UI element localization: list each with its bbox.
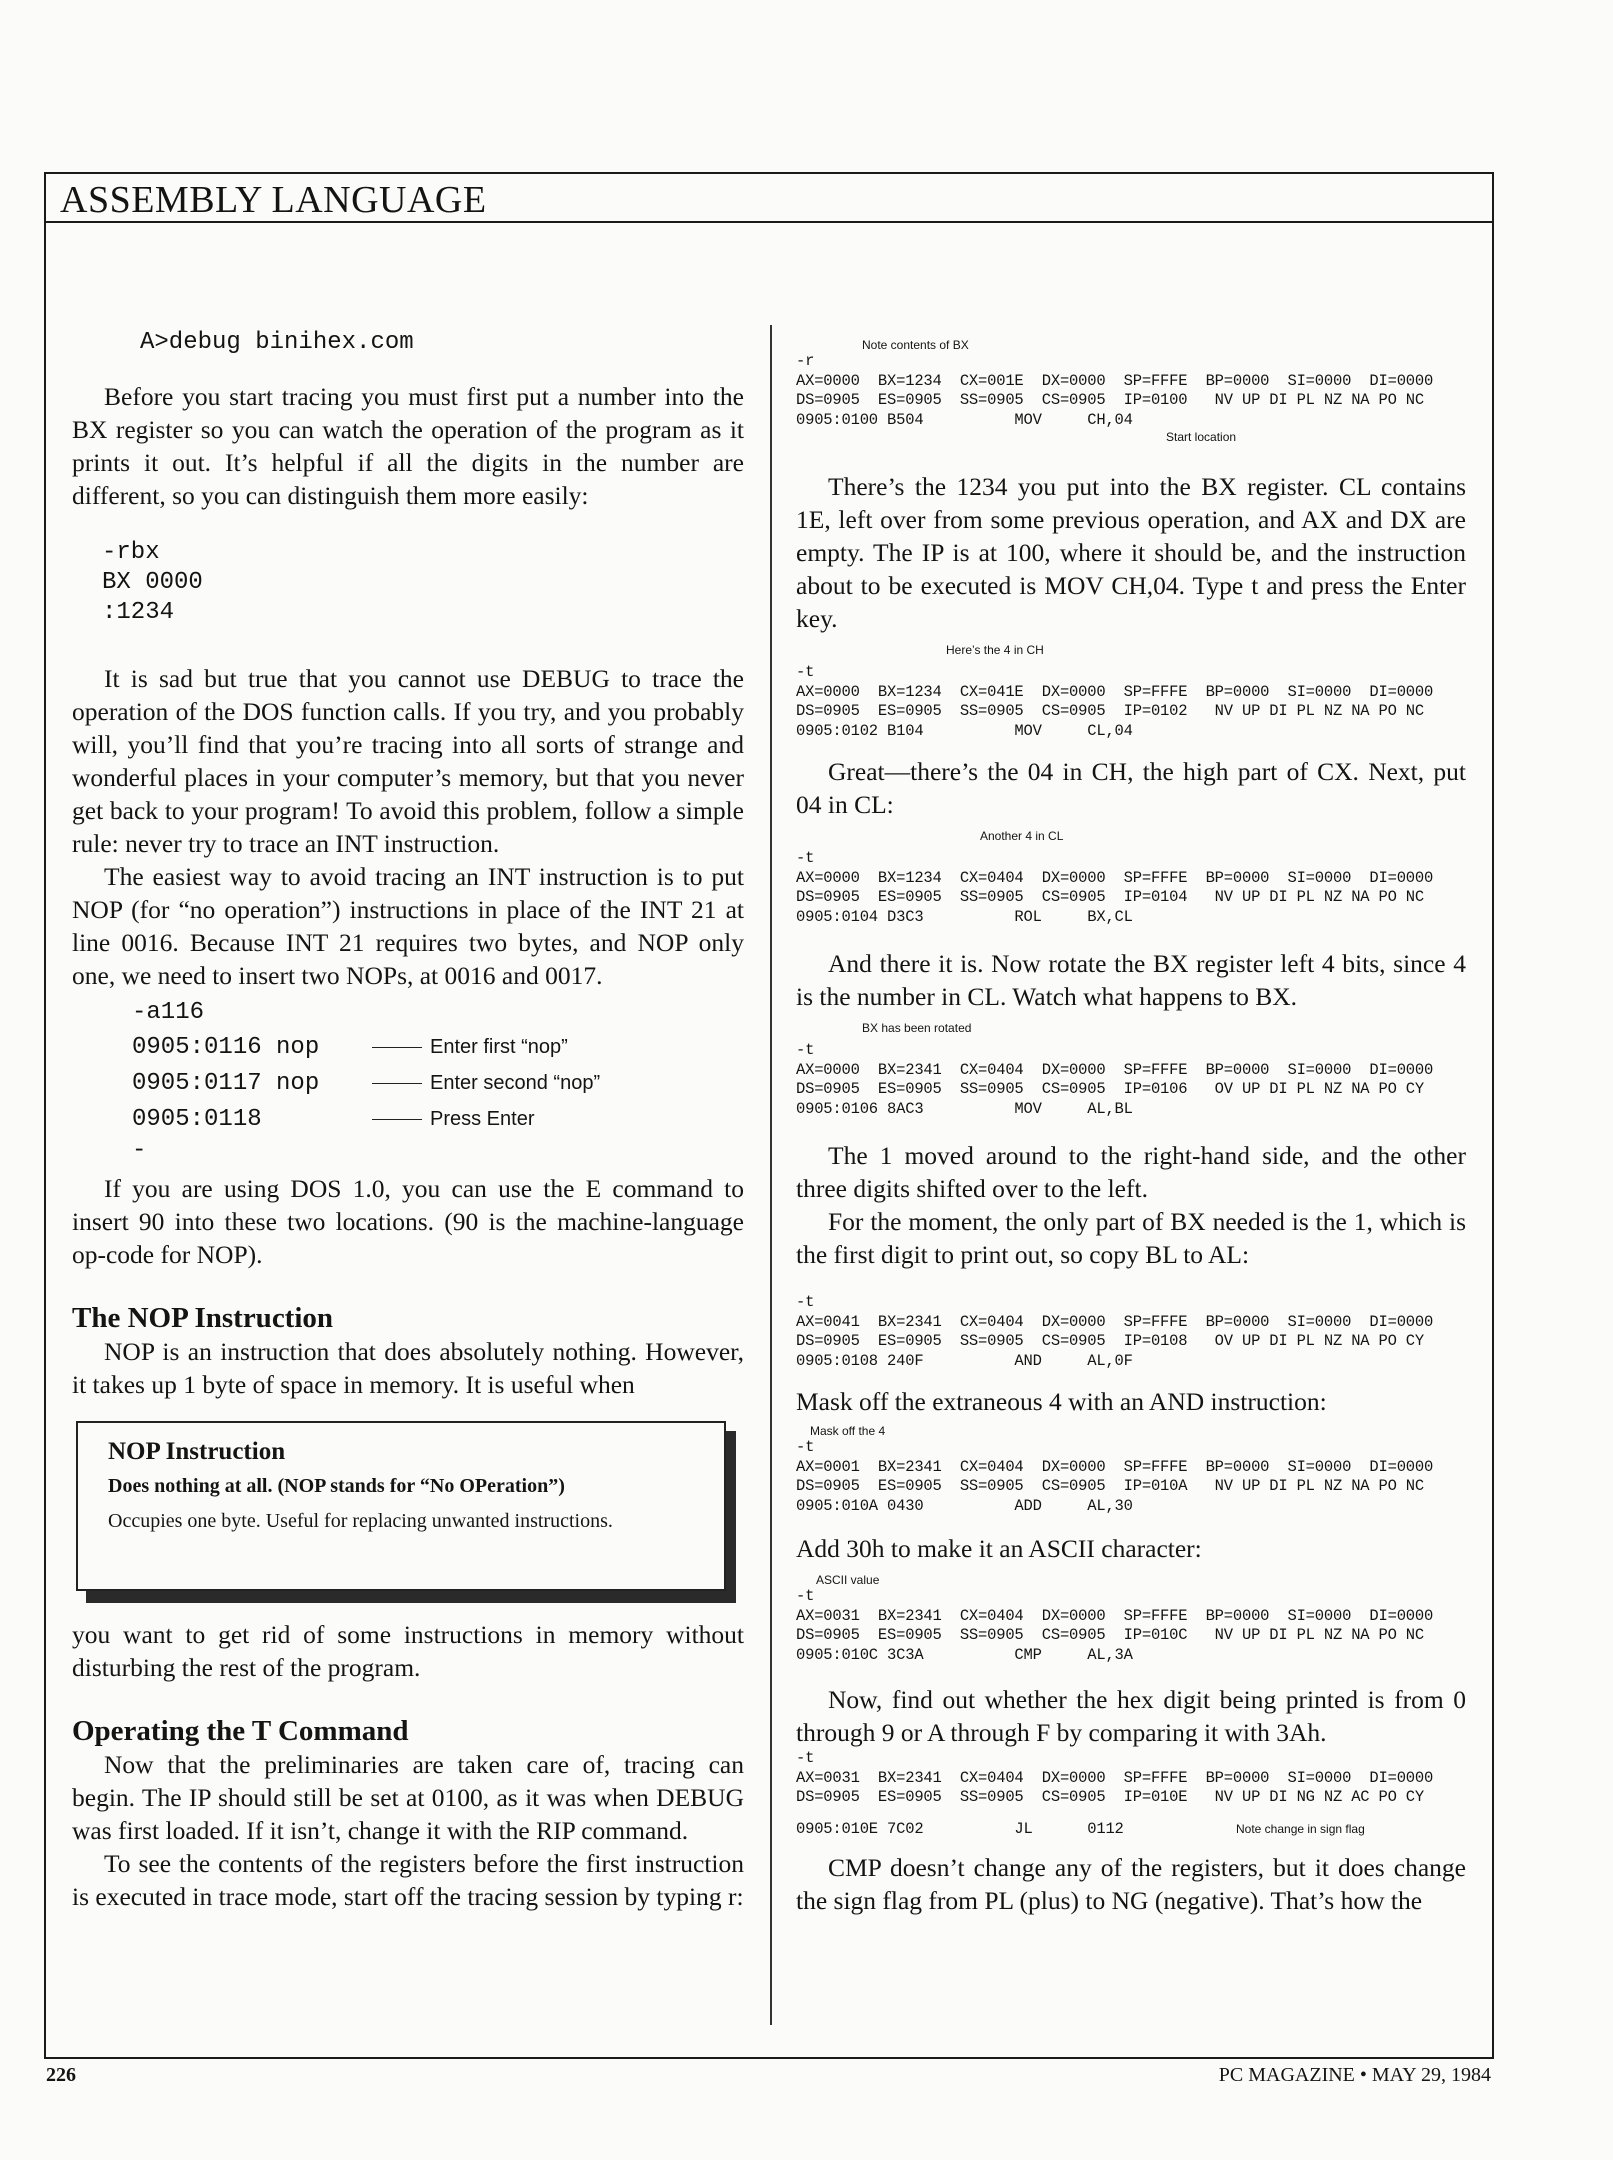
dump-line: DS=0905 ES=0905 SS=0905 CS=0905 IP=0106 OV UP DI PL NZ NA PO CY [796,1080,1425,1098]
annotation: Enter second “nop” [430,1072,601,1094]
dump-line: 0905:010C 3C3A CMP AL,3A [796,1645,1133,1664]
page-number: 226 [46,2064,76,2086]
dump-line: DS=0905 ES=0905 SS=0905 CS=0905 IP=010A NV UP DI PL NZ NA PO NC [796,1477,1425,1495]
section-header [44,172,1494,223]
code-line: -a116 [132,999,205,1026]
paragraph: For the moment, the only part of BX needed is the 1, which is the first digit to print out, so copy BL to AL: [796,1207,1466,1269]
box-title: NOP Instruction [108,1438,286,1465]
dump-line: 0905:0106 8AC3 MOV AL,BL [796,1099,1133,1118]
nop-sidebar-box [72,1421,740,1606]
dump-line: -t [796,1587,815,1605]
code-line: - [132,1137,147,1164]
register-dump [796,1424,1466,1516]
dump-note: Note contents of BX [862,338,969,352]
dump-line: DS=0905 ES=0905 SS=0905 CS=0905 IP=0102 NV UP DI PL NZ NA PO NC [796,702,1425,720]
register-dump [796,1293,1466,1371]
dump-line: AX=0000 BX=1234 CX=001E DX=0000 SP=FFFE BP=0000 SI=0000 DI=0000 [796,371,1434,390]
dump-line: 0905:0100 B504 MOV CH,04 [796,410,1133,429]
dump-line: 0905:010A 0430 ADD AL,30 [796,1496,1133,1515]
dump-line: AX=0031 BX=2341 CX=0404 DX=0000 SP=FFFE BP=0000 SI=0000 DI=0000 [796,1606,1434,1625]
paragraph: If you are using DOS 1.0, you can use the E command to insert 90 into these two locations. (90 is the machine-language op-code for NOP). [72,1174,744,1269]
code-row [132,1028,744,1064]
paragraph: Now, find out whether the hex digit being printed is from 0 through 9 or A through F by comparing it with 3Ah. [796,1685,1466,1747]
paragraph: There’s the 1234 you put into the BX register. CL contains 1E, left over from some previous operation, and AX and DX are empty. The IP is at 100, where it should be, and the instruction about to be executed is MOV CH,04. Type t and press the Enter key. [796,472,1466,633]
dump-line: -t [796,663,815,681]
dump-row [796,1808,1466,1841]
dump-note: BX has been rotated [862,1021,972,1035]
dump-line: AX=0041 BX=2341 CX=0404 DX=0000 SP=FFFE BP=0000 SI=0000 DI=0000 [796,1312,1434,1331]
dump-line: -t [796,1041,815,1059]
dump-line: DS=0905 ES=0905 SS=0905 CS=0905 IP=0100 NV UP DI PL NZ NA PO NC [796,391,1425,409]
dump-line: DS=0905 ES=0905 SS=0905 CS=0905 IP=0104 NV UP DI PL NZ NA PO NC [796,888,1425,906]
box-content [76,1421,726,1591]
dump-line: -t [796,1293,815,1311]
subheading: The NOP Instruction [72,1302,334,1334]
column-divider [770,325,772,2025]
dump-line: 0905:0108 240F AND AL,0F [796,1351,1133,1370]
annotation: Enter first “nop” [430,1036,568,1058]
dump-line: DS=0905 ES=0905 SS=0905 CS=0905 IP=010E NV UP DI NG NZ AC PO CY [796,1788,1425,1806]
annotation: Press Enter [430,1108,535,1130]
dump-note: Here’s the 4 in CH [946,643,1044,657]
code-nop-block [72,998,744,1166]
arrow-left-icon [372,1119,422,1120]
code-row [132,1100,744,1136]
code-line: BX 0000 [102,569,203,596]
paragraph: NOP is an instruction that does absolutely nothing. However, it takes up 1 byte of space in memory. It is useful when [72,1337,744,1399]
arrow-left-icon [372,1047,422,1048]
dump-line: AX=0001 BX=2341 CX=0404 DX=0000 SP=FFFE BP=0000 SI=0000 DI=0000 [796,1457,1434,1476]
paragraph: Before you start tracing you must first put a number into the BX register so you can watch the operation of the program as it prints it out. It’s helpful if all the digits in the number are different, so you can distinguish them more easily: [72,382,744,510]
paragraph: you want to get rid of some instructions in memory without disturbing the rest of the program. [72,1620,744,1682]
right-column [796,338,1466,1917]
code-line: -rbx [102,539,160,566]
dump-line: 0905:0102 B104 MOV CL,04 [796,721,1133,740]
arrow-left-icon [372,1083,422,1084]
dump-note: Note change in sign flag [1236,1821,1365,1836]
register-dump [796,1749,1466,1841]
paragraph: Now that the preliminaries are taken care of, tracing can begin. The IP should still be set at 0100, as it was when DEBUG was first loaded. If it isn’t, change it with the RIP command. [72,1750,744,1845]
dump-line: DS=0905 ES=0905 SS=0905 CS=0905 IP=0108 OV UP DI PL NZ NA PO CY [796,1332,1425,1350]
paragraph: Great—there’s the 04 in CH, the high part of CX. Next, put 04 in CL: [796,757,1466,819]
paragraph: And there it is. Now rotate the BX register left 4 bits, since 4 is the number in CL. Watch what happens to BX. [796,949,1466,1011]
code-line: :1234 [102,599,175,626]
paragraph: To see the contents of the registers before the first instruction is executed in trace mode, start off the tracing session by typing r: [72,1849,744,1911]
register-dump [796,829,1466,927]
dump-line: -r [796,352,815,370]
dump-note: Start location [1166,430,1237,444]
paragraph: Add 30h to make it an ASCII character: [796,1534,1202,1563]
dump-line: 0905:0104 D3C3 ROL BX,CL [796,907,1133,926]
code-row [132,1064,744,1100]
dump-note: Another 4 in CL [980,829,1064,843]
dump-line: -t [796,1749,815,1767]
paragraph: Mask off the extraneous 4 with an AND instruction: [796,1387,1327,1416]
register-dump [796,1021,1466,1119]
paragraph: It is sad but true that you cannot use DEBUG to trace the operation of the DOS function calls. If you try, and you probably will, you’ll find that you’re tracing into all sorts of strange and wonderful places in your computer’s memory, but that you never get back to your program! To avoid this problem, follow a simple rule: never try to trace an INT instruction. [72,664,744,858]
paragraph: The easiest way to avoid tracing an INT instruction is to put NOP (for “no operation”) instructions in place of the INT 21 at line 0016. Because INT 21 requires two bytes, and NOP only one, we need to insert two NOPs, at 0016 and 0017. [72,862,744,990]
register-dump [796,338,1466,444]
dump-line: AX=0000 BX=1234 CX=0404 DX=0000 SP=FFFE BP=0000 SI=0000 DI=0000 [796,868,1434,887]
box-text: Occupies one byte. Useful for replacing unwanted instructions. [108,1510,613,1532]
box-text: Does nothing at all. (NOP stands for “No OPeration”) [108,1475,565,1497]
dump-line: -t [796,1438,815,1456]
paragraph: The 1 moved around to the right-hand side, and the other three digits shifted over to the left. [796,1141,1466,1203]
code-debug-command: A>debug binihex.com [140,329,414,356]
dump-line: AX=0000 BX=2341 CX=0404 DX=0000 SP=FFFE BP=0000 SI=0000 DI=0000 [796,1060,1434,1079]
dump-line: DS=0905 ES=0905 SS=0905 CS=0905 IP=010C NV UP DI PL NZ NA PO NC [796,1626,1425,1644]
register-dump [796,643,1466,741]
dump-note: ASCII value [816,1573,880,1587]
subheading: Operating the T Command [72,1715,409,1747]
dump-line: AX=0031 BX=2341 CX=0404 DX=0000 SP=FFFE BP=0000 SI=0000 DI=0000 [796,1768,1434,1787]
section-title: ASSEMBLY LANGUAGE [60,179,487,221]
dump-line: -t [796,849,815,867]
code-line: 0905:0116 nop [132,1034,320,1061]
code-line: 0905:0117 nop [132,1070,320,1097]
magazine-footer: PC MAGAZINE • MAY 29, 1984 [1218,2064,1491,2086]
dump-line: AX=0000 BX=1234 CX=041E DX=0000 SP=FFFE BP=0000 SI=0000 DI=0000 [796,682,1434,701]
dump-line: 0905:010E 7C02 JL 0112 [796,1819,1124,1838]
code-line: 0905:0118 [132,1106,262,1133]
register-dump [796,1573,1466,1665]
dump-note: Mask off the 4 [810,1424,886,1438]
code-rbx-block [72,538,744,628]
left-column [72,328,744,1913]
paragraph: CMP doesn’t change any of the registers, but it does change the sign flag from PL (plus) to NG (negative). That’s how the [796,1852,1466,1915]
